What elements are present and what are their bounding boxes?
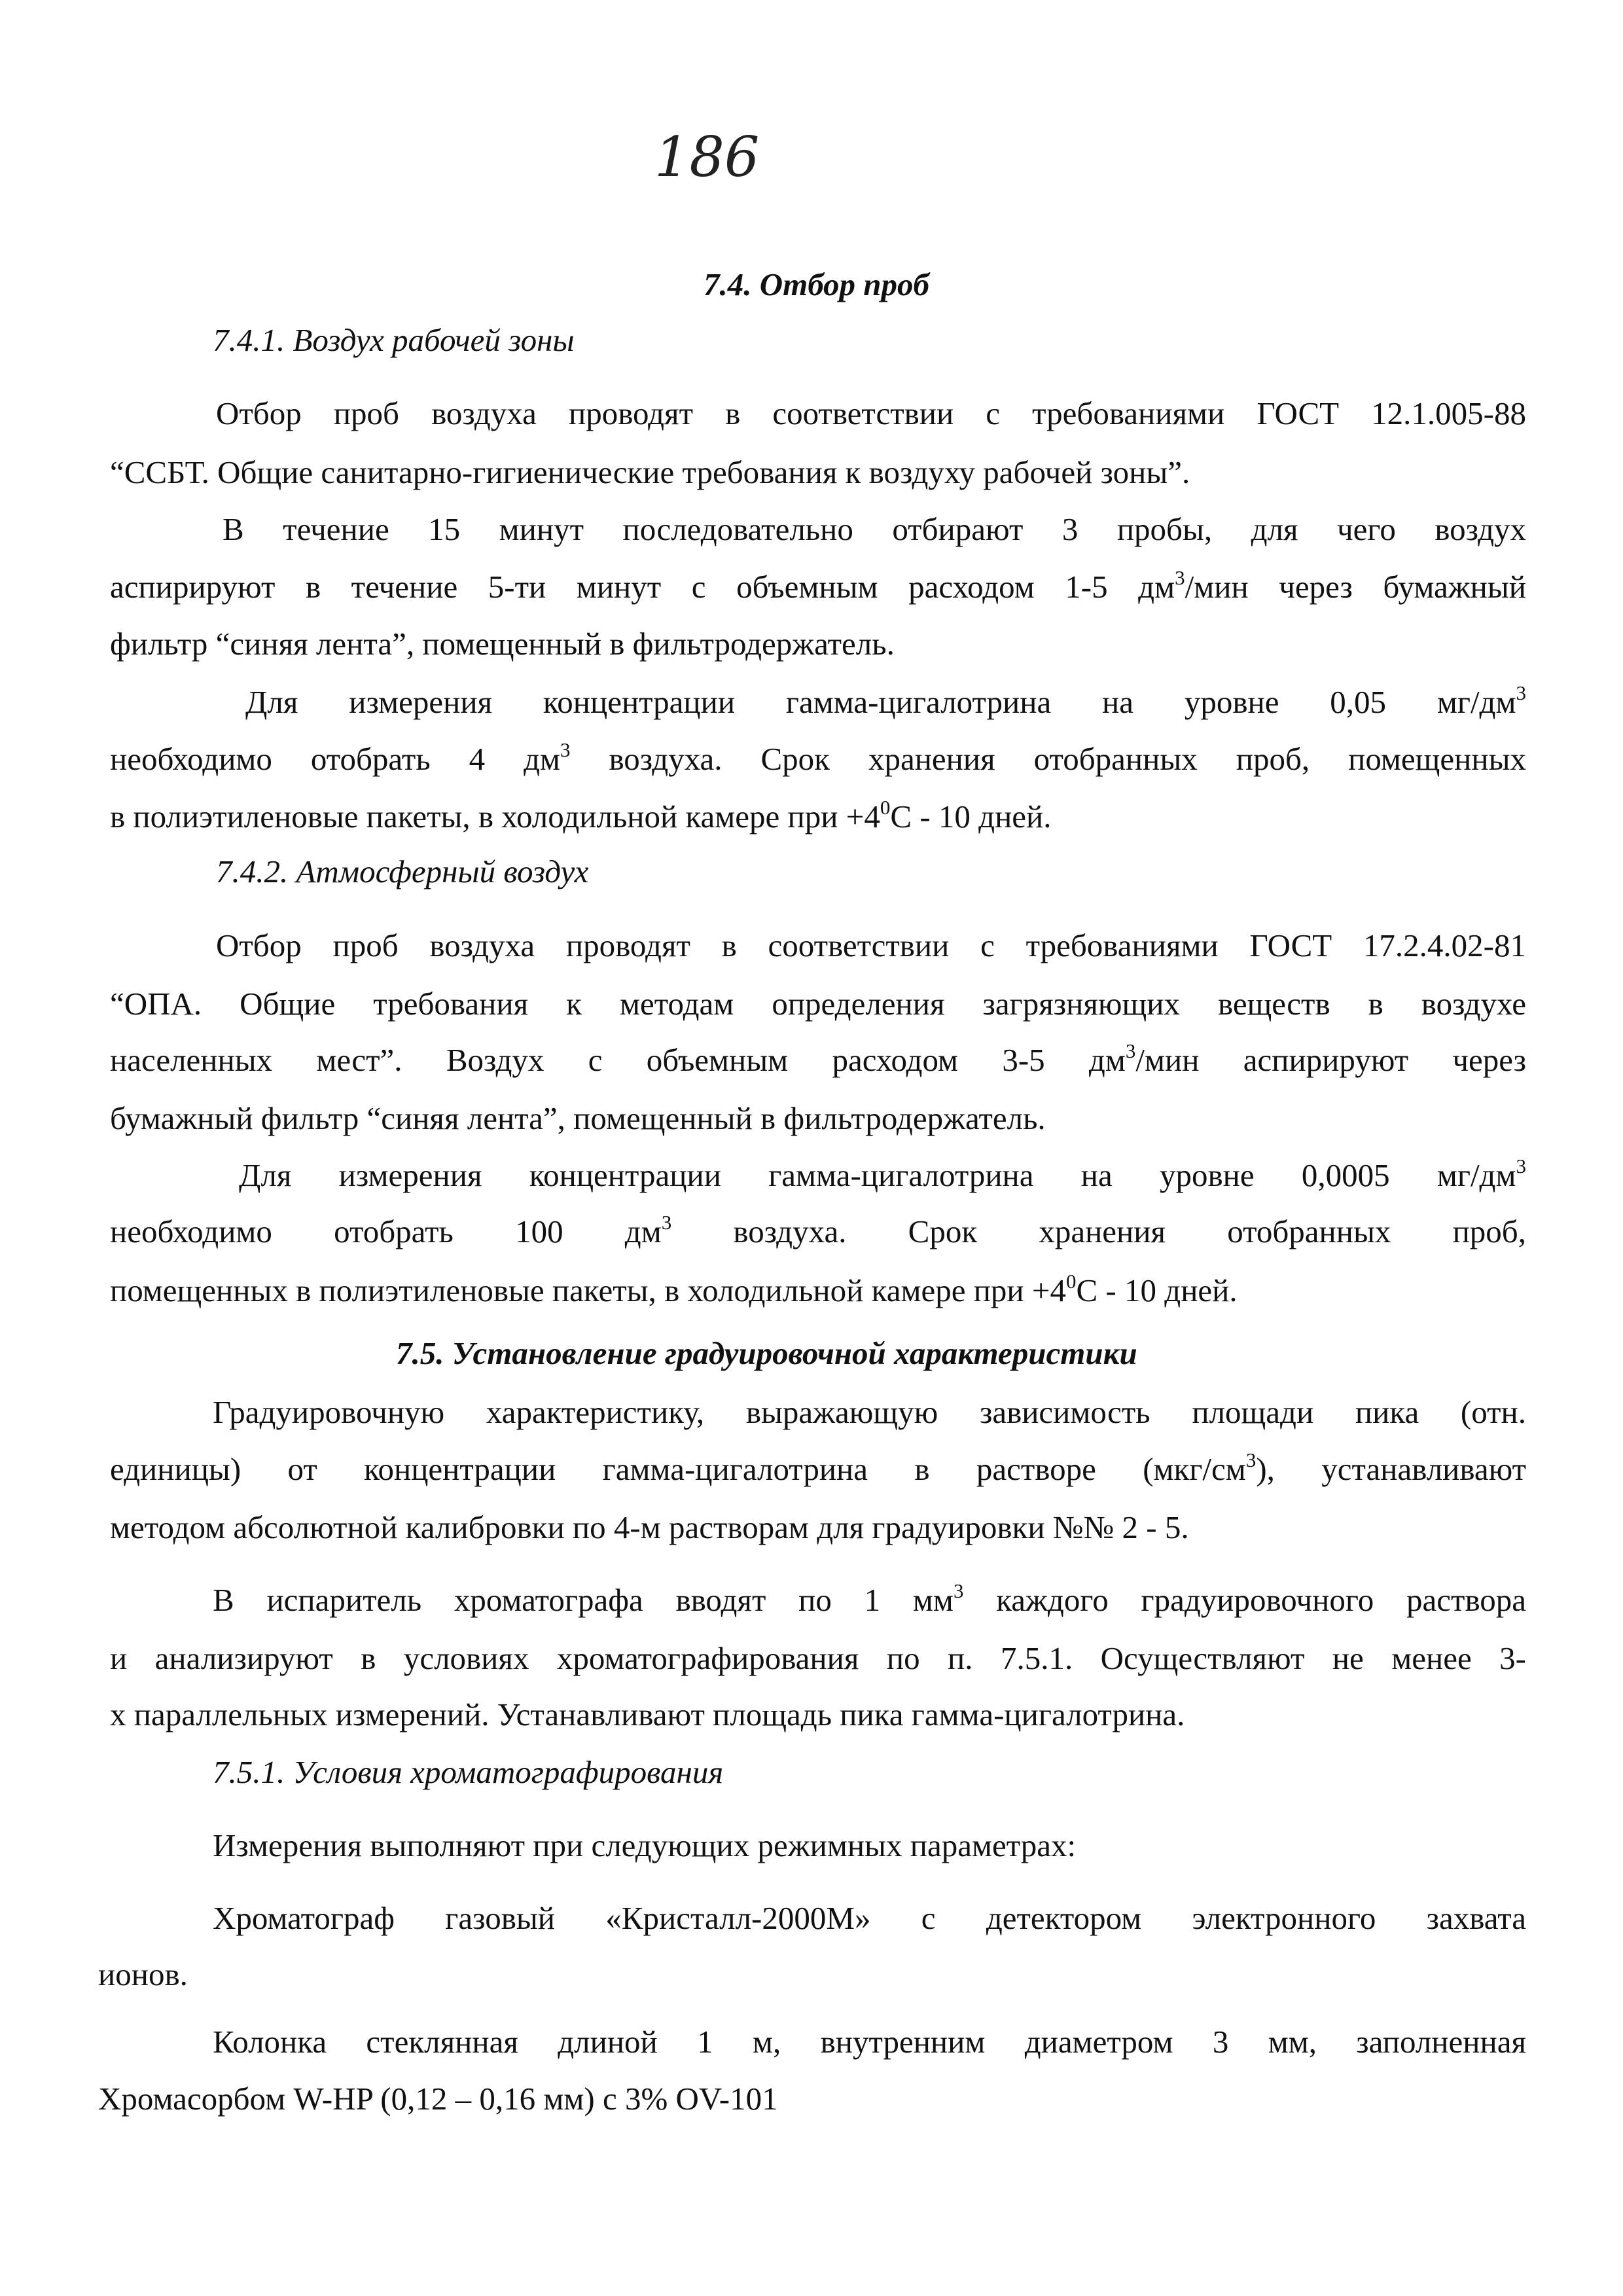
paragraph-line: ионов.	[98, 1956, 188, 1992]
paragraph-line: Измерения выполняют при следующих режимных параметрах:	[213, 1827, 1077, 1863]
subsection-7-4-1-heading: 7.4.1. Воздух рабочей зоны	[213, 322, 575, 358]
paragraph-line: бумажный фильтр “синяя лента”, помещенный в фильтродержатель.	[110, 1100, 1046, 1136]
paragraph-line: аспирируют в течение 5-ти минут с объемным расходом 1-5 $дм^3$/мин через бумажный	[110, 566, 1526, 605]
paragraph-line: единицы) от концентрации гамма-цигалотрина в растворе $(мкг/см^3)$, устанавливают	[110, 1448, 1527, 1487]
paragraph-line: В испаритель хроматографа вводят по 1 $мм^3$ каждого градуировочного раствора	[213, 1579, 1526, 1618]
paragraph-line: Хроматограф газовый «Кристалл-2000М» с детектором электронного захвата	[213, 1900, 1526, 1936]
paragraph-line: методом абсолютной калибровки по 4-м растворам для градуировки №№ 2 - 5.	[110, 1509, 1189, 1545]
paragraph-line: Отбор проб воздуха проводят в соответствии с требованиями ГОСТ 17.2.4.02-81	[216, 927, 1526, 963]
paragraph-line: Хромасорбом W-HP (0,12 – 0,16 мм) с 3% OV-101	[98, 2081, 778, 2117]
paragraph-line: Для измерения концентрации гамма-цигалотрина на уровне 0,0005 $мг/дм^3$	[239, 1155, 1526, 1193]
paragraph-line: помещенных в полиэтиленовые пакеты, в холодильной камере при $+4^0С - 10$ дней.	[110, 1270, 1238, 1308]
paragraph-line: в полиэтиленовые пакеты, в холодильной камере при $+4^0С - 10$ дней.	[110, 796, 1052, 834]
paragraph-line: фильтр “синяя лента”, помещенный в фильтродержатель.	[110, 626, 895, 662]
page-number-handwritten: 186	[654, 125, 760, 189]
paragraph-line: и анализируют в условиях хроматографирования по п. 7.5.1. Осуществляют не менее 3-	[110, 1640, 1526, 1676]
paragraph-line: Градуировочную характеристику, выражающую зависимость площади пика (отн.	[213, 1394, 1526, 1430]
paragraph-line: “ССБТ. Общие санитарно-гигиенические требования к воздуху рабочей зоны”.	[110, 454, 1190, 490]
paragraph-line: Колонка стеклянная длиной 1 м, внутренним диаметром 3 мм, заполненная	[213, 2024, 1526, 2060]
section-7-5-title: 7.5. Установление градуировочной характеристики	[396, 1335, 1137, 1371]
paragraph-line: необходимо отобрать 4 $дм^3$ воздуха. Срок хранения отобранных проб, помещенных	[110, 738, 1526, 777]
subsection-7-5-1-heading: 7.5.1. Условия хроматографирования	[213, 1754, 724, 1790]
paragraph-line: “ОПА. Общие требования к методам определения загрязняющих веществ в воздухе	[110, 986, 1526, 1022]
paragraph-line: Отбор проб воздуха проводят в соответствии с требованиями ГОСТ 12.1.005-88	[216, 395, 1526, 431]
paragraph-line: необходимо отобрать 100 $дм^3$ воздуха. Срок хранения отобранных проб,	[110, 1211, 1526, 1249]
paragraph-line: населенных мест”. Воздух с объемным расходом 3-5 $дм^3$/мин аспирируют через	[110, 1039, 1526, 1078]
section-7-4-title: 7.4. Отбор проб	[704, 266, 930, 302]
paragraph-line: Для измерения концентрации гамма-цигалотрина на уровне 0,05 $мг/дм^3$	[245, 681, 1526, 720]
subsection-7-4-2-heading: 7.4.2. Атмосферный воздух	[216, 853, 589, 889]
paragraph-line: х параллельных измерений. Устанавливают площадь пика гамма-цигалотрина.	[110, 1696, 1185, 1732]
paragraph-line: В течение 15 минут последовательно отбирают 3 пробы, для чего воздух	[223, 511, 1526, 547]
